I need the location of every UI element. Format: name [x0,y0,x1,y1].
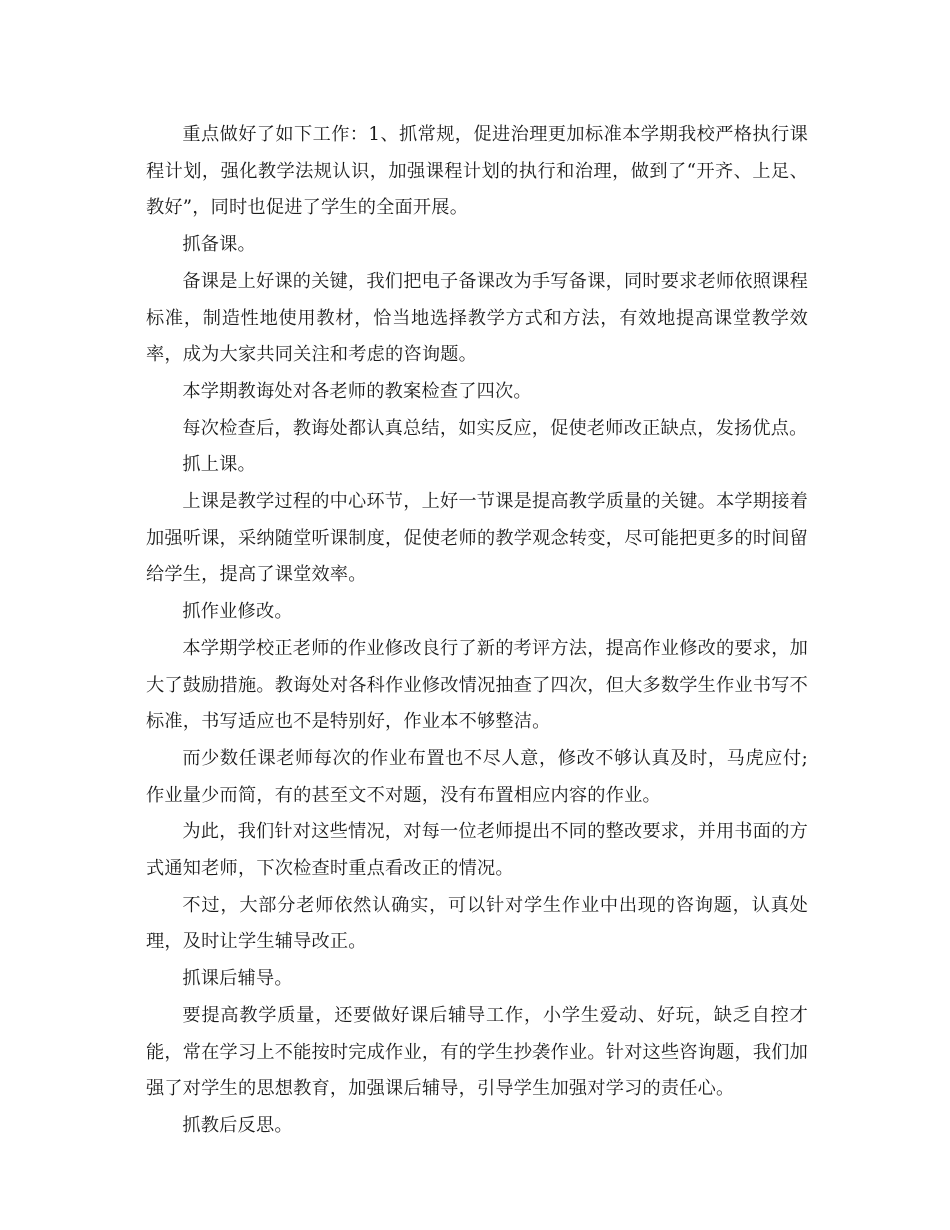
paragraph-rectification: 为此，我们针对这些情况，对每一位老师提出不同的整改要求，并用书面的方式通知老师，下次检查时重点看改正的情况。 [146,821,808,880]
heading-teaching: 抓上课。 [182,454,256,476]
paragraph-after-class-tutoring: 要提高教学质量，还要做好课后辅导工作，小学生爱动、好玩，缺乏自控才能，常在学习上不能按时完成作业，有的学生抄袭作业。针对这些咨询题，我们加强了对学生的思想教育，加强课后辅导，引导学生加强对学习的责任心。 [146,1004,808,1100]
paragraph-homework-issues: 而少数任课老师每次的作业布置也不尽人意，修改不够认真及时，马虎应付;作业量少而简，有的甚至文不对题，没有布置相应内容的作业。 [146,747,808,806]
paragraph-lesson-plan-checks: 本学期教诲处对各老师的教案检查了四次。 [182,380,532,402]
paragraph-homework-grading: 本学期学校正老师的作业修改良行了新的考评方法，提高作业修改的要求，加大了鼓励措施。教诲处对各科作业修改情况抽查了四次，但大多数学生作业书写不标准，书写适应也不是特别好，作业本不够整洁。 [146,637,808,733]
heading-lesson-prep: 抓备课。 [182,234,256,256]
heading-post-teaching-reflection: 抓教后反思。 [182,1114,293,1136]
paragraph-lesson-prep: 备课是上好课的关键，我们把电子备课改为手写备课，同时要求老师依照课程标准，制造性地使用教材，恰当地选择教学方式和方法，有效地提高课堂教学效率，成为大家共同关注和考虑的咨询题。 [146,270,808,366]
heading-homework-grading: 抓作业修改。 [182,601,293,623]
paragraph-teacher-response: 不过，大部分老师依然认确实，可以针对学生作业中出现的咨询题，认真处理，及时让学生辅导改正。 [146,894,808,953]
paragraph-check-followup: 每次检查后，教诲处都认真总结，如实反应，促使老师改正缺点，发扬优点。 [182,417,808,439]
heading-after-class-tutoring: 抓课后辅导。 [182,968,293,990]
paragraph-teaching: 上课是教学过程的中心环节，上好一节课是提高教学质量的关键。本学期接着加强听课，采纳随堂听课制度，促使老师的教学观念转变，尽可能把更多的时间留给学生，提高了课堂效率。 [146,491,808,586]
paragraph-work-summary: 重点做好了如下工作：1、抓常规，促进治理更加标准本学期我校严格执行课程计划，强化教学法规认识，加强课程计划的执行和治理，做到了“开齐、上足、教好”，同时也促进了学生的全面开展。 [146,124,808,219]
document-body [146,117,808,1145]
